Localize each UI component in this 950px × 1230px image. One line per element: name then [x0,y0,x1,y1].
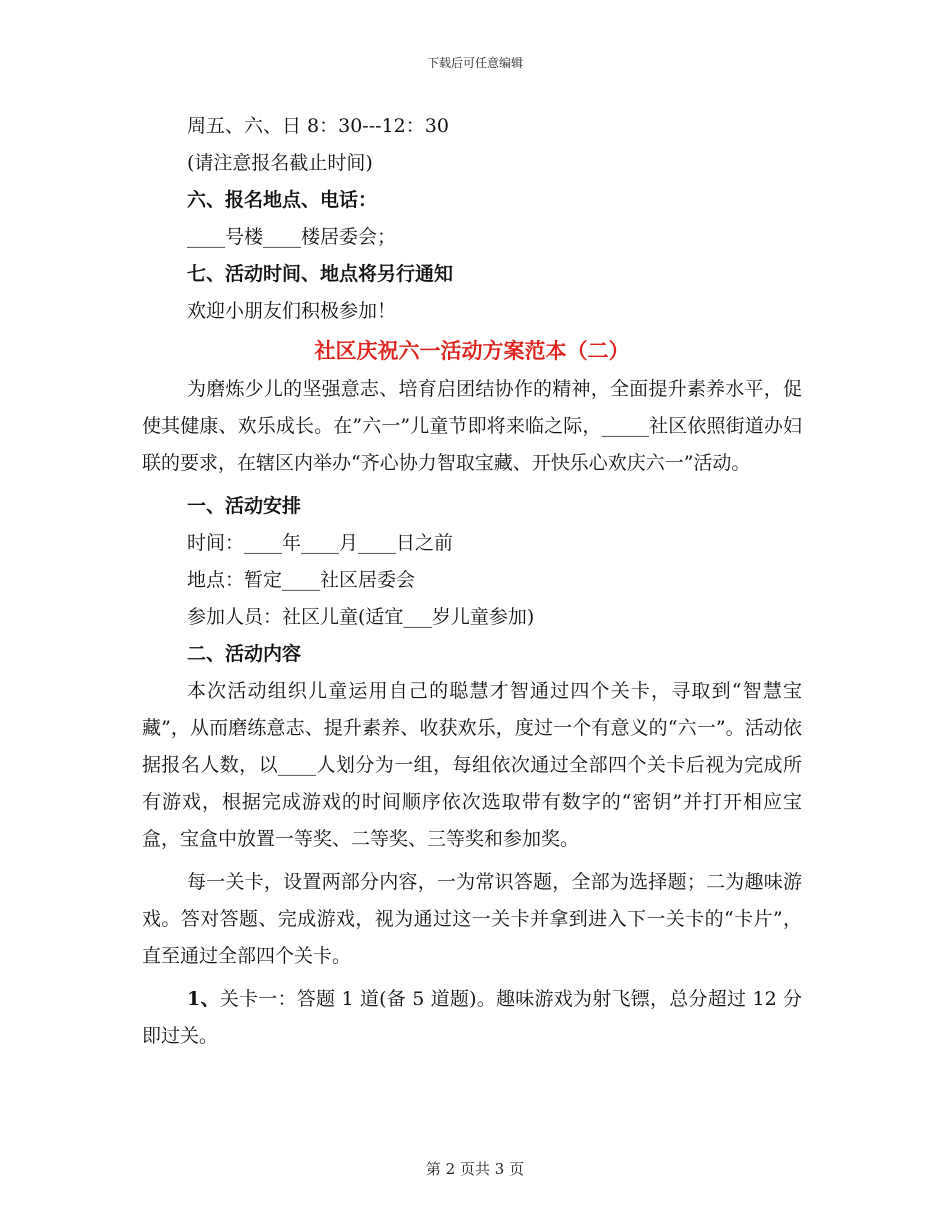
section-heading-1: 一、活动安排 [187,495,302,517]
location-line: ____号楼____楼居委会； [187,226,397,248]
welcome-line: 欢迎小朋友们积极参加！ [187,300,397,322]
section-heading-2: 二、活动内容 [187,643,302,665]
intro-paragraph: 为磨炼少儿的坚强意志、培育启团结协作的精神，全面提升素养水平，促使其健康、欢乐成长。在”六一”儿童节即将来临之际，_____社区依照街道办妇联的要求，在辖区内举办“齐心协力智取宝藏、开快乐心欢庆六一”活动。 [142,378,802,474]
level-rules-paragraph: 每一关卡，设置两部分内容，一为常识答题，全部为选择题；二为趣味游戏。答对答题、完成游戏，视为通过这一关卡并拿到进入下一关卡的“卡片”，直至通过全部四个关卡。 [142,871,802,967]
schedule-line: 周五、六、日 8：30---12：30 [187,115,449,137]
page-header: 下载后可任意编辑 [426,56,523,70]
document-title: 社区庆祝六一活动方案范本（二） [314,338,630,363]
place-line: 地点：暂定____社区居委会 [187,569,416,591]
level-one-text: 关卡一：答题 1 道(备 5 道题)。趣味游戏为射飞镖，总分超过 12 分即过关。 [142,988,802,1047]
level-one-number: 1、 [187,988,220,1010]
level-one-paragraph [142,981,802,1055]
section-heading-7: 七、活动时间、地点将另行通知 [187,263,454,285]
time-line: 时间：____年____月____日之前 [187,532,454,554]
content-paragraph: 本次活动组织儿童运用自己的聪慧才智通过四个关卡，寻取到“智慧宝藏”，从而磨练意志、提升素养、收获欢乐，度过一个有意义的“六一”。活动依据报名人数，以____人划分为一组，每组依次通过全部四个关卡后视为完成所有游戏，根据完成游戏的时间顺序依次选取带有数字的“密钥”并打开相应宝盒，宝盒中放置一等奖、二等奖、三等奖和参加奖。 [142,680,802,850]
section-heading-6: 六、报名地点、电话： [187,189,378,211]
document-body [142,108,802,1055]
participants-line: 参加人员：社区儿童(适宜___岁儿童参加) [187,606,535,628]
page-footer: 第 2 页共 3 页 [425,1160,525,1178]
deadline-note: (请注意报名截止时间) [187,152,373,174]
